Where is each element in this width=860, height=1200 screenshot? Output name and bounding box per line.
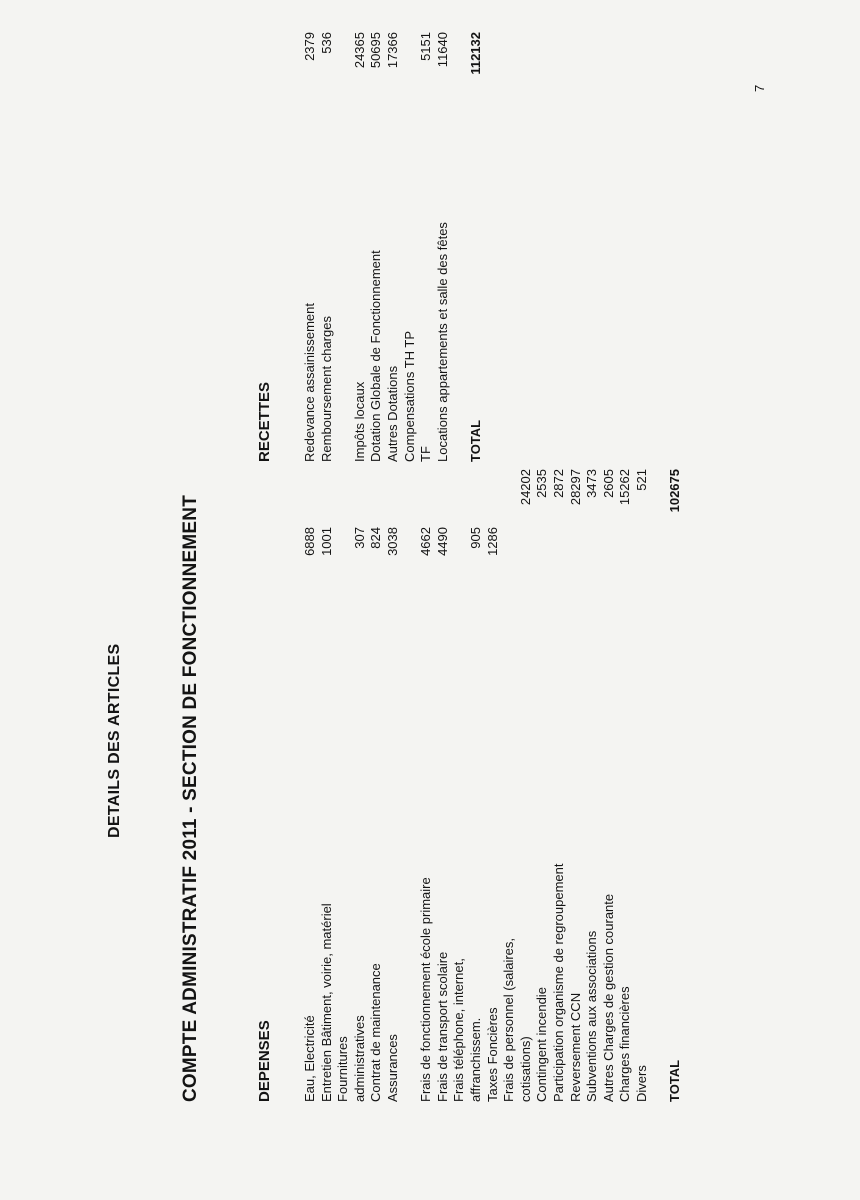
recettes-row (335, 42, 352, 462)
recettes-label: Locations appartements et salle des fêtes (434, 222, 450, 462)
depenses-label: Frais de transport scolaire (434, 951, 450, 1102)
depenses-label: Charges financières (617, 986, 633, 1102)
depenses-label: Reversement CCN (567, 992, 583, 1102)
depenses-label: Divers (633, 1065, 649, 1102)
depenses-label: Contingent incendie (534, 987, 550, 1102)
depenses-amount: 3038 (384, 527, 400, 556)
depenses-row (534, 469, 551, 1102)
depenses-row (418, 482, 435, 1102)
depenses-amount-col2: 28297 (567, 469, 583, 506)
recettes-row (318, 32, 336, 462)
depenses-amount: 4662 (418, 527, 434, 556)
depenses-amount: 307 (351, 527, 367, 549)
recettes-label: Impôts locaux (351, 381, 367, 462)
depenses-amount: 1286 (484, 527, 500, 556)
depenses-label: cotisations) (517, 1036, 533, 1102)
depenses-label: affranchissem. (467, 1017, 483, 1102)
depenses-label: Frais téléphone, internet, (451, 958, 467, 1102)
recettes-label: Autres Dotations (384, 365, 400, 462)
depenses-total-label: TOTAL (667, 1059, 683, 1102)
depenses-amount-col2: 2872 (550, 469, 566, 498)
depenses-amount: 824 (368, 527, 384, 549)
depenses-label: Entretien Bâtiment, voirie, matériel (318, 903, 334, 1102)
depenses-label: Taxes Foncières (484, 1007, 500, 1102)
depenses-amount: 1001 (318, 527, 334, 556)
depenses-row (517, 469, 535, 1102)
recettes-row (434, 32, 452, 462)
recettes-label: TF (418, 446, 434, 462)
depenses-amount-col2: 2535 (534, 469, 550, 498)
recettes-label: Remboursement charges (318, 316, 334, 462)
recettes-amount: 17366 (384, 32, 400, 69)
depenses-label: Fournitures (335, 1036, 351, 1102)
recettes-list (302, 32, 485, 462)
depenses-amount: 905 (467, 527, 483, 549)
depenses-row (352, 482, 369, 1102)
document-subtitle: COMPTE ADMINISTRATIF 2011 - SECTION DE FONCTIONNEMENT (180, 494, 201, 1102)
recettes-row (418, 32, 435, 462)
depenses-label: Subventions aux associations (584, 930, 600, 1102)
depenses-row (302, 482, 319, 1102)
depenses-heading: DEPENSES (256, 1020, 273, 1102)
recettes-row (384, 32, 402, 462)
row-gap (451, 42, 468, 462)
recettes-amount: 536 (318, 32, 334, 54)
recettes-amount: 24365 (351, 32, 367, 69)
recettes-row (302, 32, 319, 462)
depenses-row (501, 482, 518, 1102)
recettes-amount: 5151 (418, 32, 434, 61)
depenses-label: Participation organisme de regroupement (550, 863, 566, 1102)
depenses-label: Frais de fonctionnement école primaire (418, 877, 434, 1102)
depenses-label: Autres Charges de gestion courante (600, 893, 616, 1102)
depenses-row (468, 482, 485, 1102)
recettes-heading: RECETTES (256, 381, 273, 462)
depenses-amount-col2: 24202 (517, 469, 533, 506)
depenses-amount-col2: 521 (633, 469, 649, 491)
depenses-row (550, 469, 568, 1102)
recettes-row (368, 32, 385, 462)
depenses-row (617, 469, 634, 1102)
depenses-label: Assurances (384, 1034, 400, 1102)
depenses-label: administratives (351, 1015, 367, 1102)
depenses-list (302, 469, 684, 1102)
depenses-row (567, 469, 585, 1102)
depenses-row (600, 469, 618, 1102)
recettes-row (351, 32, 369, 462)
depenses-row (633, 469, 651, 1102)
depenses-total-row (667, 469, 684, 1102)
row-gap (402, 482, 419, 1102)
row-gap (650, 482, 667, 1102)
depenses-amount: 4490 (434, 527, 450, 556)
depenses-label: Contrat de maintenance (368, 963, 384, 1102)
recettes-total-row (467, 32, 485, 462)
depenses-row (435, 482, 452, 1102)
depenses-row (335, 482, 352, 1102)
depenses-label: Frais de personnel (salaires, (501, 937, 517, 1102)
recettes-row (402, 42, 419, 462)
depenses-row (485, 482, 502, 1102)
recettes-amount: 11640 (434, 32, 450, 68)
recettes-label: Dotation Globale de Fonctionnement (368, 250, 384, 462)
depenses-row (451, 482, 468, 1102)
depenses-amount-col2: 3473 (584, 469, 600, 498)
recettes-label: Redevance assainissement (302, 303, 317, 462)
recettes-amount: 2379 (302, 32, 317, 61)
depenses-total-value: 102675 (667, 469, 683, 513)
depenses-row (584, 469, 601, 1102)
depenses-row (368, 482, 385, 1102)
depenses-amount: 6888 (302, 527, 317, 556)
recettes-label: Compensations TH TP (401, 330, 417, 462)
depenses-amount-col2: 2605 (600, 469, 616, 498)
recettes-total-value: 112132 (467, 32, 483, 75)
recettes-total-label: TOTAL (467, 419, 483, 462)
document-title: DETAILS DES ARTICLES (106, 643, 123, 838)
recettes-amount: 50695 (368, 32, 384, 69)
page-number: 7 (752, 84, 767, 92)
depenses-amount-col2: 15262 (617, 469, 633, 506)
depenses-label: Eau, Electricité (302, 1015, 317, 1102)
depenses-row (385, 482, 402, 1102)
depenses-row (319, 482, 336, 1102)
